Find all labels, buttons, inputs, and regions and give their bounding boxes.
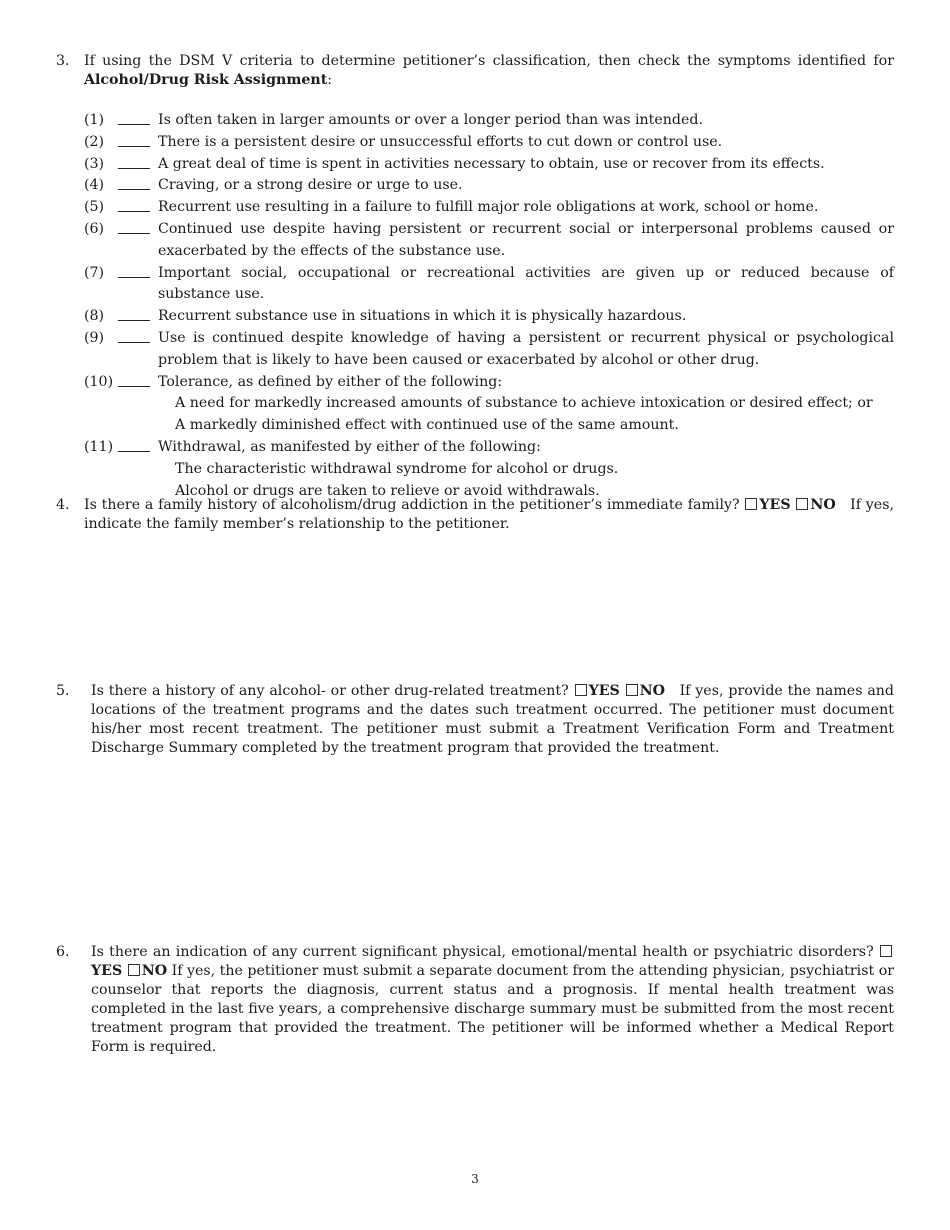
symptom-item: [84, 437, 894, 459]
symptom-check-blank[interactable]: [118, 168, 150, 169]
question-4-number: 4.: [56, 497, 70, 513]
no-checkbox[interactable]: [796, 498, 808, 510]
symptom-check-blank[interactable]: [118, 233, 150, 234]
symptom-text: A great deal of time is spent in activities necessary to obtain, use or recover from its effects.: [158, 155, 825, 172]
question-6-text: [91, 943, 894, 1057]
symptom-text: Withdrawal, as manifested by either of the following:: [158, 438, 541, 455]
symptom-text: Important social, occupational or recreational activities are given up or reduced because of substance use.: [158, 264, 894, 303]
symptom-check-blank[interactable]: [118, 124, 150, 125]
symptom-text: Tolerance, as defined by either of the following:: [158, 373, 503, 390]
no-label: NO: [141, 963, 168, 979]
symptom-number: (9): [84, 329, 105, 346]
symptom-text: Craving, or a strong desire or urge to use.: [158, 177, 463, 194]
question-5-number: 5.: [56, 683, 70, 699]
no-label: NO: [810, 497, 836, 513]
question-5-text: [91, 682, 894, 758]
symptom-check-blank[interactable]: [118, 386, 150, 387]
symptom-item: [84, 328, 894, 372]
symptom-subitem: The characteristic withdrawal syndrome for alcohol or drugs.: [175, 460, 619, 477]
symptom-item: [84, 132, 894, 154]
symptom-number: (11): [84, 438, 114, 455]
symptom-number: (2): [84, 133, 105, 150]
question-3-number: 3.: [56, 53, 70, 69]
symptom-subitem: Alcohol or drugs are taken to relieve or avoid withdrawals.: [175, 482, 600, 499]
symptom-item: [84, 110, 894, 132]
question-3-text: [84, 52, 894, 90]
yes-label: YES: [759, 497, 791, 513]
symptom-text: Recurrent substance use in situations in which it is physically hazardous.: [158, 308, 687, 325]
symptom-check-blank[interactable]: [118, 320, 150, 321]
yes-checkbox[interactable]: [745, 498, 757, 510]
symptom-check-blank[interactable]: [118, 146, 150, 147]
symptom-item: [84, 197, 894, 219]
question-6-number: 6.: [56, 944, 70, 960]
symptom-number: (5): [84, 199, 105, 216]
question-4: [56, 496, 894, 534]
symptom-number: (3): [84, 155, 105, 172]
question-6-text-pre: Is there an indication of any current significant physical, emotional/mental health or psychiatric disorders?: [91, 944, 874, 960]
symptom-subitem: A need for markedly increased amounts of substance to achieve intoxication or desired effect; or: [175, 395, 873, 412]
symptom-item: [84, 372, 894, 394]
symptom-item: [84, 263, 894, 307]
question-5-text-post: If yes, provide the names and locations of the treatment programs and the dates such treatment occurred. The petitioner must document his/her most recent treatment. The petitioner must submit a Treatment Verification Form and Treatment Discharge Summary completed by the treatment program that provided the treatment.: [91, 683, 895, 756]
question-4-text-post: If yes, indicate the family member’s relationship to the petitioner.: [84, 497, 894, 532]
symptom-text: Is often taken in larger amounts or over a longer period than was intended.: [158, 112, 703, 128]
symptom-number: (8): [84, 308, 105, 325]
symptom-text: Use is continued despite knowledge of having a persistent or recurrent physical or psychological problem that is likely to have been caused or exacerbated by alcohol or other drug.: [158, 329, 894, 368]
no-checkbox[interactable]: [128, 964, 140, 976]
question-4-text: [84, 496, 894, 534]
question-5-text-pre: Is there a history of any alcohol- or other drug-related treatment?: [91, 683, 569, 699]
question-3-text-bold: Alcohol/Drug Risk Assignment: [84, 72, 328, 88]
symptom-text: Continued use despite having persistent or recurrent social or interpersonal problems caused or exacerbated by the effects of the substance use.: [158, 220, 894, 259]
symptom-list: [84, 110, 894, 502]
symptom-check-blank[interactable]: [118, 211, 150, 212]
question-6-text-post: If yes, the petitioner must submit a separate document from the attending physician, psychiatrist or counselor that reports the diagnosis, current status and a prognosis. If mental health treatment was completed in the last five years, a comprehensive discharge summary must be submitted from the most recent treatment program that provided the treatment. The petitioner will be informed whether a Medical Report Form is required.: [91, 963, 895, 1055]
yes-label: YES: [91, 963, 123, 979]
symptom-check-blank[interactable]: [118, 277, 150, 278]
question-3-text-post: :: [327, 72, 333, 88]
question-4-text-pre: Is there a family history of alcoholism/drug addiction in the petitioner’s immediate family?: [84, 497, 740, 513]
no-checkbox[interactable]: [626, 684, 638, 696]
yes-checkbox[interactable]: [575, 684, 587, 696]
no-label: NO: [639, 683, 665, 699]
yes-label: YES: [588, 683, 620, 699]
symptom-check-blank[interactable]: [118, 451, 150, 452]
symptom-item: [84, 175, 894, 197]
symptom-number: (6): [84, 220, 105, 237]
symptom-item: [84, 219, 894, 263]
symptom-item: [84, 306, 894, 328]
symptom-subitem: A markedly diminished effect with continued use of the same amount.: [175, 417, 679, 434]
symptom-number: (7): [84, 264, 105, 281]
question-6: [56, 943, 894, 1057]
question-3: [56, 52, 894, 90]
symptom-text: There is a persistent desire or unsuccessful efforts to cut down or control use.: [158, 133, 723, 150]
symptom-text: Recurrent use resulting in a failure to fulfill major role obligations at work, school or home.: [158, 199, 819, 216]
symptom-item: [84, 154, 894, 176]
symptom-number: (4): [84, 177, 105, 194]
question-5: [56, 682, 894, 758]
question-3-text-pre: If using the DSM V criteria to determine petitioner’s classification, then check the symptoms identified for: [84, 53, 894, 69]
symptom-number: (10): [84, 373, 114, 390]
symptom-number: (1): [84, 112, 105, 128]
yes-checkbox[interactable]: [880, 945, 892, 957]
symptom-check-blank[interactable]: [118, 342, 150, 343]
page-number: 3: [471, 1172, 479, 1186]
symptom-check-blank[interactable]: [118, 189, 150, 190]
